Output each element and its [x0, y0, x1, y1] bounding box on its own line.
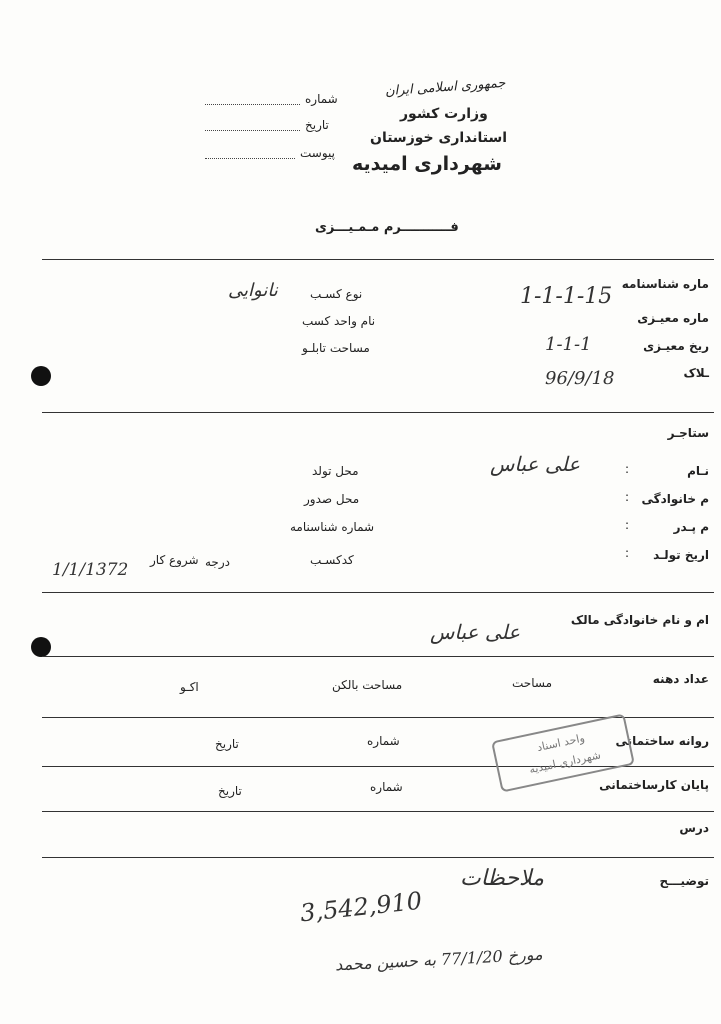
- colon-1: :: [625, 462, 630, 476]
- tenant-section-label: ستاجـر: [667, 426, 709, 440]
- owner-label: ام و نام خانوادگی مالک: [570, 613, 709, 627]
- grade-label: درجه: [205, 555, 230, 569]
- tenant-father-label: م پـدر: [673, 520, 709, 534]
- colon-2: :: [625, 490, 630, 504]
- plate-label: ـلاک: [683, 366, 709, 380]
- divider-8: [42, 857, 714, 858]
- header-province: استانداری خوزستان: [370, 130, 508, 146]
- id-no-label: ماره شناسنامه: [621, 277, 709, 291]
- start-label: شروع کار: [150, 553, 199, 567]
- handwritten-footer: مورخ 77/1/20 به حسین محمد: [334, 944, 544, 975]
- tenant-birthdate-label: اریخ تولـد: [653, 548, 709, 562]
- ref-date-label: تاریخ: [305, 118, 329, 132]
- punch-hole-top: [31, 366, 51, 386]
- business-unit-label: نام واحد کسب: [302, 314, 376, 328]
- completion-no-label: شماره: [370, 780, 403, 794]
- id-number-label: شماره شناسنامه: [290, 520, 375, 534]
- units-label: عداد دهنه: [652, 672, 709, 686]
- handwritten-amount: 3,542,910: [298, 886, 424, 928]
- stamp-line-1: واحد اسناد: [535, 731, 586, 755]
- divider-7: [42, 811, 714, 812]
- handwritten-tenant-name: علی عباس: [490, 452, 581, 476]
- colon-3: :: [625, 518, 630, 532]
- ref-number-line: [205, 104, 300, 105]
- completion-date-label: تاریخ: [218, 784, 242, 798]
- ref-number-label: شماره: [305, 92, 338, 106]
- address-label: درس: [679, 821, 709, 835]
- handwritten-assess-date: 1-1-1: [545, 334, 592, 355]
- tenant-family-label: م خانوادگی: [641, 492, 709, 506]
- handwritten-owner-name: علی عباس: [430, 620, 521, 644]
- handwritten-plate: 96/9/18: [545, 368, 615, 389]
- balcony-label: مساحت بالکن: [332, 678, 403, 692]
- sign-area-label: مساحت تابلـو: [302, 341, 370, 355]
- ref-attach-label: پیوست: [300, 146, 335, 160]
- stamp-line-2: شهرداری امیدیه: [528, 748, 602, 777]
- notes-label: توضیـــح: [659, 874, 709, 888]
- completion-label: پایان کارساختمانی: [599, 778, 709, 792]
- eave-label: اکـو: [180, 680, 199, 694]
- divider-1: [42, 259, 714, 260]
- area-label: مساحت: [512, 676, 552, 690]
- permit-date-label: تاریخ: [215, 737, 239, 751]
- assess-no-label: ماره معیـزی: [637, 311, 709, 325]
- business-type-label: نوع کسـب: [310, 287, 363, 301]
- divider-4: [42, 656, 714, 657]
- permit-no-label: شماره: [367, 734, 400, 748]
- handwritten-start-date: 1/1/1372: [52, 560, 129, 580]
- divider-3: [42, 592, 714, 593]
- assess-date-label: ریخ معیـزی: [643, 339, 709, 353]
- issue-place-label: محل صدور: [304, 492, 360, 506]
- punch-hole-bottom: [31, 637, 51, 657]
- form-title: فـــــــــــرم مـمـيـــزى: [315, 220, 459, 235]
- handwritten-business-type: نانوایی: [228, 280, 278, 301]
- birth-place-label: محل تولد: [312, 464, 359, 478]
- business-code-label: کدکسـب: [310, 553, 354, 567]
- divider-2: [42, 412, 714, 413]
- ref-attach-line: [205, 158, 295, 159]
- header-municipality: شهرداری امیدیه: [352, 153, 502, 175]
- header-republic: جمهوری اسلامی ایران: [384, 75, 506, 100]
- header-ministry: وزارت کشور: [400, 106, 488, 122]
- handwritten-assess-no: 1-1-1-15: [520, 284, 613, 309]
- tenant-name-label: نـام: [687, 464, 709, 478]
- colon-4: :: [625, 546, 630, 560]
- permit-label: روانه ساختمانی: [615, 734, 709, 748]
- ref-date-line: [205, 130, 300, 131]
- handwritten-notes-word: ملاحظات: [460, 866, 544, 891]
